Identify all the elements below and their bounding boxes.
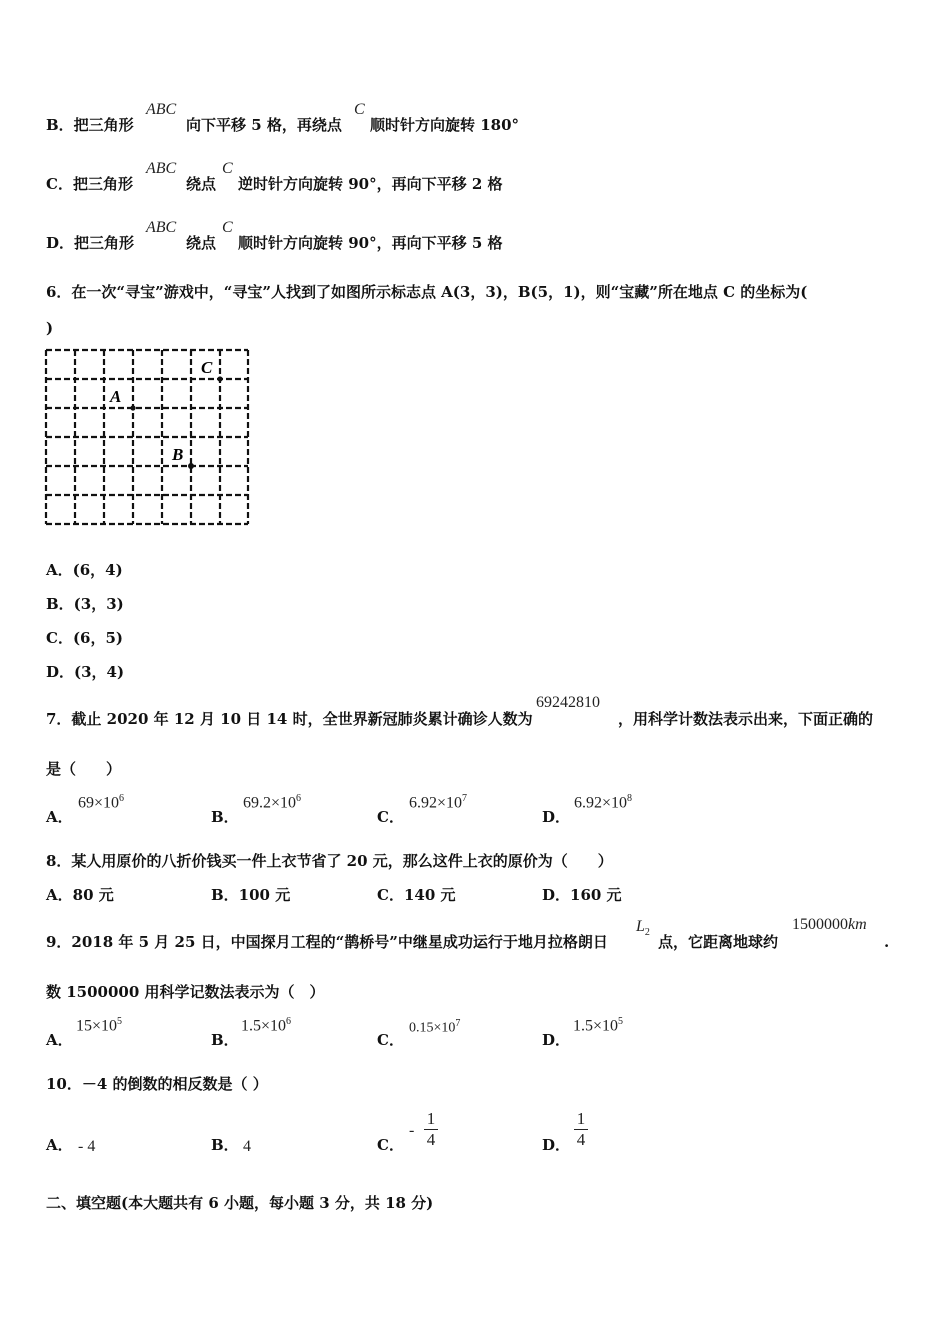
q5-d-triangle: ABC — [146, 219, 177, 236]
label-a: A — [110, 387, 122, 406]
q5-b-point: C — [354, 101, 365, 118]
q5-c-label: C．把三角形 — [46, 175, 133, 193]
q7-opt-c-label: C． — [377, 808, 404, 826]
q9-period: . — [884, 933, 890, 951]
q6-stem: 6．在一次“寻宝”游戏中，“寻宝”人找到了如图所示标志点 A(3，3)，B(5，1)，则“宝藏”所在地点 C 的坐标为( — [46, 283, 808, 301]
point-a — [130, 405, 135, 410]
point-b — [188, 463, 194, 469]
q10-stem: 10．－4 的倒数的相反数是（ ） — [46, 1075, 268, 1093]
q6-option-b: B．(3，3) — [46, 595, 124, 613]
q5-d-point: C — [222, 219, 233, 236]
q8-option-b: B．100 元 — [211, 886, 291, 904]
label-b: B — [172, 445, 184, 464]
q5-b-label: B．把三角形 — [46, 116, 134, 134]
q10-opt-b-value: 4 — [243, 1138, 251, 1155]
q10-opt-d-label: D． — [542, 1136, 571, 1154]
q7-stem-c: 是（ ） — [46, 760, 122, 778]
q10-opt-a-value: - 4 — [78, 1138, 96, 1155]
q9-opt-b-label: B． — [211, 1031, 239, 1049]
q10-opt-c-label: C． — [377, 1136, 404, 1154]
q7-opt-a-label: A． — [46, 808, 73, 826]
q6-option-a: A．(6，4) — [46, 561, 123, 579]
q8-option-a: A．80 元 — [46, 886, 114, 904]
q7-opt-b-value: $69.2\times 10^6$ — [243, 793, 302, 812]
q5-d-end: 顺时针方向旋转 90°，再向下平移 5 格 — [238, 234, 503, 252]
q10-opt-c-sign: - — [409, 1122, 415, 1139]
q9-opt-a-value: $15\times 10^5$ — [76, 1016, 123, 1035]
label-c: C — [201, 358, 213, 377]
q7-opt-d-label: D． — [542, 808, 571, 826]
q9-opt-c-value: $0.15\times 10^7$ — [409, 1018, 461, 1036]
q6-option-d: D．(3，4) — [46, 663, 125, 681]
q5-b-mid: 向下平移 5 格，再绕点 — [186, 116, 342, 134]
q8-option-d: D．160 元 — [542, 886, 622, 904]
q10-opt-a-label: A． — [46, 1136, 73, 1154]
q9-stem-c: 数 1500000 用科学记数法表示为（ ） — [46, 983, 325, 1001]
q6-stem-end: ) — [46, 319, 54, 337]
q10-opt-d-fraction: 1 4 — [574, 1110, 588, 1149]
q9-opt-a-label: A． — [46, 1031, 73, 1049]
q8-option-c: C．140 元 — [377, 886, 456, 904]
q9-stem-a: 9．2018 年 5 月 25 日，中国探月工程的“鹊桥号”中继星成功运行于地月拉格朗日 — [46, 933, 608, 951]
q9-stem-b: 点，它距离地球约 — [658, 933, 779, 951]
point-c — [217, 376, 222, 381]
q7-opt-b-label: B． — [211, 808, 239, 826]
q5-d-label: D．把三角形 — [46, 234, 135, 252]
q7-number: 69242810 — [536, 694, 600, 711]
q9-opt-d-label: D． — [542, 1031, 571, 1049]
q5-c-point: C — [222, 160, 233, 177]
q7-opt-d-value: $6.92\times 10^8$ — [574, 793, 633, 812]
q9-l2: $L_2$ — [636, 918, 650, 939]
q9-opt-b-value: $1.5\times 10^6$ — [241, 1016, 292, 1035]
q7-opt-c-value: $6.92\times 10^7$ — [409, 793, 468, 812]
q9-opt-c-label: C． — [377, 1031, 404, 1049]
q7-stem-a: 7．截止 2020 年 12 月 10 日 14 时，全世界新冠肺炎累计确诊人数为 — [46, 710, 533, 728]
q5-c-mid: 绕点 — [186, 175, 217, 193]
q5-b-end: 顺时针方向旋转 180° — [370, 116, 520, 134]
q6-option-c: C．(6，5) — [46, 629, 124, 647]
q10-opt-b-label: B． — [211, 1136, 239, 1154]
q5-c-end: 逆时针方向旋转 90°，再向下平移 2 格 — [238, 175, 503, 193]
section-2-title: 二、填空题(本大题共有 6 小题，每小题 3 分，共 18 分) — [46, 1194, 434, 1212]
q7-stem-b: ，用科学计数法表示出来，下面正确的 — [618, 710, 874, 728]
q5-d-mid: 绕点 — [186, 234, 217, 252]
q9-opt-d-value: $1.5\times 10^5$ — [573, 1016, 624, 1035]
q5-b-triangle: ABC — [146, 101, 177, 118]
q10-opt-c-fraction: 1 4 — [424, 1110, 438, 1149]
q6-grid-figure — [42, 346, 254, 528]
q9-distance: 1500000km — [792, 916, 867, 933]
q8-stem: 8．某人用原价的八折价钱买一件上衣节省了 20 元，那么这件上衣的原价为（ ） — [46, 852, 613, 870]
q5-c-triangle: ABC — [146, 160, 177, 177]
q7-opt-a-value: $69\times 10^6$ — [78, 793, 125, 812]
